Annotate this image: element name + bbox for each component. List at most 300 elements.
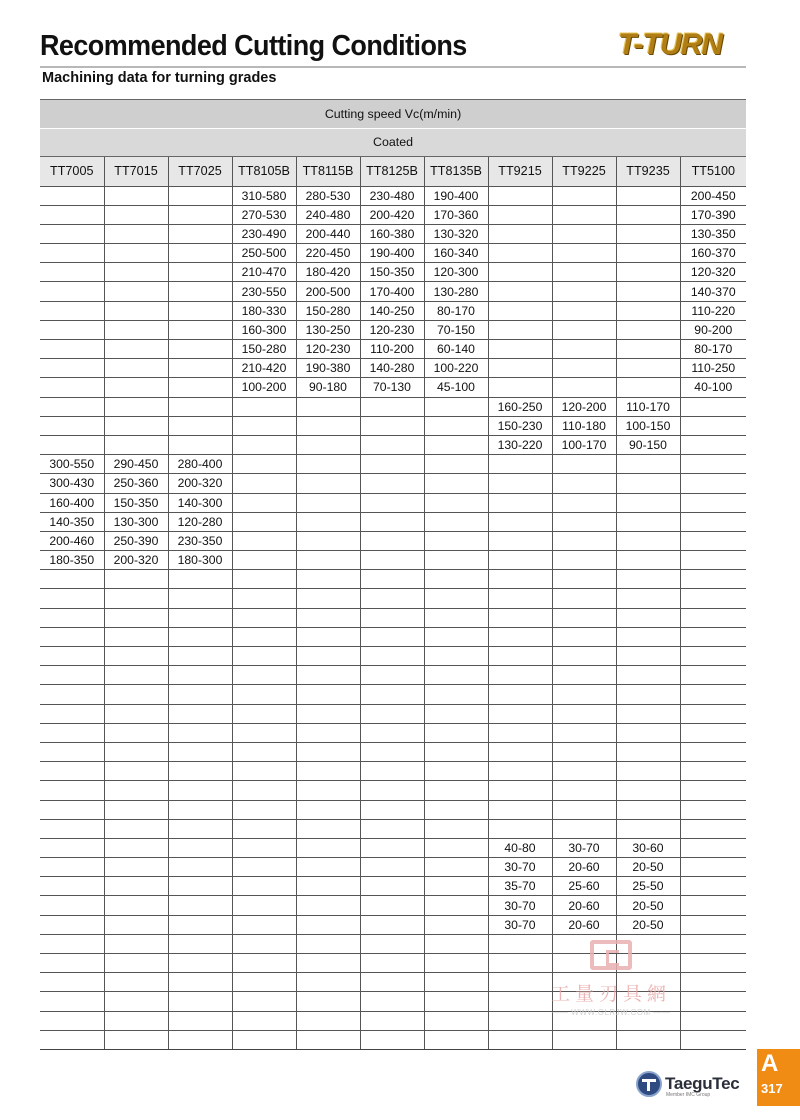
table-cell (616, 1030, 680, 1049)
table-cell (552, 723, 616, 742)
table-cell (360, 455, 424, 474)
table-cell (296, 781, 360, 800)
table-cell (424, 838, 488, 857)
table-cell (40, 1011, 104, 1030)
table-cell: 140-370 (680, 282, 746, 301)
table-cell: 110-180 (552, 416, 616, 435)
table-cell: 40-80 (488, 838, 552, 857)
table-row (40, 244, 746, 263)
section-tab (757, 1049, 800, 1106)
table-cell (680, 589, 746, 608)
table-cell (168, 378, 232, 397)
table-cell (296, 1030, 360, 1049)
column-header: TT7025 (168, 156, 232, 186)
table-cell (296, 819, 360, 838)
table-cell (40, 954, 104, 973)
table-cell (552, 685, 616, 704)
table-cell (40, 877, 104, 896)
table-cell: 30-70 (488, 896, 552, 915)
table-row (40, 570, 746, 589)
table-cell (168, 819, 232, 838)
table-cell: 40-100 (680, 378, 746, 397)
table-cell (168, 877, 232, 896)
table-cell (168, 435, 232, 454)
table-row (40, 416, 746, 435)
table-cell (360, 570, 424, 589)
table-cell: 110-220 (680, 301, 746, 320)
column-header: TT8115B (296, 156, 360, 186)
table-cell (360, 397, 424, 416)
table-cell (424, 551, 488, 570)
table-cell: 170-390 (680, 205, 746, 224)
page-number: 317 (761, 1081, 783, 1096)
table-cell (488, 704, 552, 723)
table-cell (232, 973, 296, 992)
table-cell (488, 800, 552, 819)
table-cell (232, 570, 296, 589)
table-cell (40, 647, 104, 666)
watermark-text: 工量刃具網 (550, 983, 671, 1005)
table-cell: 150-350 (360, 263, 424, 282)
table-cell: 160-340 (424, 244, 488, 263)
table-cell (296, 435, 360, 454)
table-cell: 30-70 (488, 858, 552, 877)
table-cell (488, 627, 552, 646)
table-cell: 130-320 (424, 224, 488, 243)
table-cell: 80-170 (680, 340, 746, 359)
table-cell (424, 800, 488, 819)
table-cell (360, 1011, 424, 1030)
table-cell (552, 704, 616, 723)
table-cell: 230-480 (360, 186, 424, 205)
table-cell (424, 531, 488, 550)
table-cell (104, 435, 168, 454)
table-cell (680, 819, 746, 838)
table-cell (360, 915, 424, 934)
table-cell (488, 301, 552, 320)
table-cell: 160-400 (40, 493, 104, 512)
table-cell (360, 781, 424, 800)
table-cell (616, 627, 680, 646)
table-cell (488, 608, 552, 627)
table-cell (680, 685, 746, 704)
table-cell (424, 877, 488, 896)
table-cell (40, 973, 104, 992)
table-cell (168, 973, 232, 992)
table-cell (104, 647, 168, 666)
table-cell: 70-130 (360, 378, 424, 397)
watermark-logo-icon (590, 940, 632, 970)
table-cell (616, 263, 680, 282)
table-cell (232, 551, 296, 570)
table-cell (40, 435, 104, 454)
table-cell (360, 627, 424, 646)
table-cell: 210-470 (232, 263, 296, 282)
table-row (40, 551, 746, 570)
table-cell (680, 435, 746, 454)
table-cell (168, 301, 232, 320)
table-cell: 150-230 (488, 416, 552, 435)
table-cell: 90-200 (680, 320, 746, 339)
table-cell (168, 397, 232, 416)
table-row (40, 762, 746, 781)
table-cell (296, 455, 360, 474)
table-cell (296, 589, 360, 608)
column-header: TT5100 (680, 156, 746, 186)
table-cell: 30-60 (616, 838, 680, 857)
table-cell: 200-420 (360, 205, 424, 224)
table-cell: 100-170 (552, 435, 616, 454)
table-cell (104, 627, 168, 646)
table-cell (296, 685, 360, 704)
table-cell (40, 896, 104, 915)
table-cell (360, 742, 424, 761)
table-cell (680, 742, 746, 761)
table-cell (552, 1030, 616, 1049)
table-cell (616, 551, 680, 570)
table-cell (616, 282, 680, 301)
table-row (40, 723, 746, 742)
table-cell (168, 263, 232, 282)
table-cell (168, 704, 232, 723)
table-cell: 230-350 (168, 531, 232, 550)
table-cell (40, 378, 104, 397)
table-row (40, 224, 746, 243)
table-cell (296, 1011, 360, 1030)
table-cell: 140-280 (360, 359, 424, 378)
table-cell (360, 704, 424, 723)
table-cell (168, 742, 232, 761)
watermark-url: —— WWW.GLRJW.COM —— (551, 1008, 671, 1017)
table-row (40, 704, 746, 723)
table-cell (232, 474, 296, 493)
table-cell (232, 896, 296, 915)
table-cell (296, 896, 360, 915)
table-row (40, 915, 746, 934)
table-cell (424, 493, 488, 512)
table-row (40, 531, 746, 550)
table-row (40, 608, 746, 627)
table-cell (104, 359, 168, 378)
table-cell (40, 282, 104, 301)
table-row (40, 1030, 746, 1049)
table-cell (360, 512, 424, 531)
table-row (40, 781, 746, 800)
table-cell (488, 685, 552, 704)
table-cell (680, 723, 746, 742)
table-cell: 35-70 (488, 877, 552, 896)
table-cell (40, 992, 104, 1011)
table-cell (40, 723, 104, 742)
table-cell (104, 742, 168, 761)
table-cell: 190-400 (424, 186, 488, 205)
table-cell (424, 416, 488, 435)
table-cell (616, 378, 680, 397)
table-cell (424, 819, 488, 838)
table-cell (360, 435, 424, 454)
table-cell (680, 627, 746, 646)
table-cell (168, 915, 232, 934)
table-cell (104, 1011, 168, 1030)
table-cell (552, 531, 616, 550)
table-cell (616, 589, 680, 608)
table-cell (680, 455, 746, 474)
table-cell (40, 205, 104, 224)
table-row (40, 877, 746, 896)
table-cell (168, 666, 232, 685)
table-cell: 30-70 (488, 915, 552, 934)
table-cell (296, 666, 360, 685)
table-cell (40, 781, 104, 800)
table-cell: 160-370 (680, 244, 746, 263)
table-cell (488, 781, 552, 800)
table-cell (104, 704, 168, 723)
section-letter: A (761, 1050, 779, 1077)
table-cell (424, 781, 488, 800)
table-cell (296, 551, 360, 570)
table-cell: 110-200 (360, 340, 424, 359)
table-cell (488, 359, 552, 378)
table-cell (552, 320, 616, 339)
table-cell (424, 723, 488, 742)
table-cell (616, 320, 680, 339)
table-cell (360, 723, 424, 742)
table-cell (168, 723, 232, 742)
table-cell (232, 1011, 296, 1030)
table-cell (552, 455, 616, 474)
table-cell (424, 589, 488, 608)
table-cell (40, 244, 104, 263)
table-cell (360, 858, 424, 877)
table-cell (424, 435, 488, 454)
table-cell (296, 915, 360, 934)
table-cell (296, 627, 360, 646)
table-cell (360, 934, 424, 953)
table-cell (552, 263, 616, 282)
table-cell (680, 800, 746, 819)
table-cell (680, 666, 746, 685)
table-cell (168, 838, 232, 857)
table-cell (104, 205, 168, 224)
table-cell (232, 1030, 296, 1049)
table-cell (40, 666, 104, 685)
table-cell (552, 512, 616, 531)
table-row (40, 282, 746, 301)
table-row (40, 378, 746, 397)
table-cell (40, 915, 104, 934)
table-cell (40, 224, 104, 243)
table-cell (232, 992, 296, 1011)
table-cell (168, 359, 232, 378)
table-cell: 180-420 (296, 263, 360, 282)
table-cell (488, 551, 552, 570)
table-cell (296, 512, 360, 531)
table-cell (360, 800, 424, 819)
table-cell: 250-360 (104, 474, 168, 493)
table-cell: 300-430 (40, 474, 104, 493)
table-cell (552, 205, 616, 224)
table-cell (360, 551, 424, 570)
table-cell (232, 704, 296, 723)
table-cell (296, 877, 360, 896)
table-cell (168, 858, 232, 877)
table-cell (296, 397, 360, 416)
table-row (40, 301, 746, 320)
table-cell (168, 627, 232, 646)
table-cell: 300-550 (40, 455, 104, 474)
table-cell (616, 301, 680, 320)
table-cell (424, 685, 488, 704)
table-cell: 25-60 (552, 877, 616, 896)
table-cell (104, 320, 168, 339)
table-cell (168, 224, 232, 243)
table-cell (488, 186, 552, 205)
table-row (40, 742, 746, 761)
table-cell: 20-50 (616, 858, 680, 877)
table-cell: 140-350 (40, 512, 104, 531)
table-cell: 240-480 (296, 205, 360, 224)
table-row (40, 896, 746, 915)
table-cell (104, 340, 168, 359)
title-divider (40, 66, 746, 68)
table-cell (552, 340, 616, 359)
table-cell (680, 1011, 746, 1030)
table-cell: 170-400 (360, 282, 424, 301)
table-cell (40, 608, 104, 627)
column-header: TT9225 (552, 156, 616, 186)
table-cell: 130-220 (488, 435, 552, 454)
column-header: TT7005 (40, 156, 104, 186)
table-cell: 280-400 (168, 455, 232, 474)
table-cell: 70-150 (424, 320, 488, 339)
table-cell (296, 647, 360, 666)
table-cell (40, 934, 104, 953)
table-cell (616, 666, 680, 685)
table-cell (232, 531, 296, 550)
table-cell (424, 1011, 488, 1030)
table-cell (616, 186, 680, 205)
table-cell: 230-490 (232, 224, 296, 243)
table-cell (680, 838, 746, 857)
table-cell (680, 551, 746, 570)
table-cell (360, 474, 424, 493)
table-cell (232, 685, 296, 704)
table-cell (616, 762, 680, 781)
table-cell (232, 915, 296, 934)
table-cell (552, 589, 616, 608)
table-cell: 20-50 (616, 915, 680, 934)
watermark (536, 940, 686, 1017)
table-cell: 190-400 (360, 244, 424, 263)
table-cell (168, 685, 232, 704)
table-cell (232, 512, 296, 531)
table-cell (232, 397, 296, 416)
table-cell (360, 896, 424, 915)
table-cell (40, 1030, 104, 1049)
table-cell (232, 742, 296, 761)
table-row (40, 397, 746, 416)
table-cell (424, 512, 488, 531)
table-cell (296, 742, 360, 761)
table-cell (488, 474, 552, 493)
table-cell: 200-320 (168, 474, 232, 493)
table-cell (616, 205, 680, 224)
table-cell (616, 493, 680, 512)
table-cell (104, 992, 168, 1011)
table-cell (104, 934, 168, 953)
table-cell (168, 320, 232, 339)
table-cell (616, 647, 680, 666)
table-cell (104, 781, 168, 800)
table-cell (488, 244, 552, 263)
table-cell: 90-150 (616, 435, 680, 454)
table-cell (296, 570, 360, 589)
table-cell: 140-250 (360, 301, 424, 320)
table-cell: 160-300 (232, 320, 296, 339)
table-cell (168, 205, 232, 224)
table-cell (40, 685, 104, 704)
column-header: TT9215 (488, 156, 552, 186)
table-cell (424, 762, 488, 781)
table-cell (488, 1030, 552, 1049)
table-cell (616, 685, 680, 704)
table-cell (232, 819, 296, 838)
table-cell (360, 685, 424, 704)
table-cell: 200-460 (40, 531, 104, 550)
table-cell (232, 647, 296, 666)
table-cell (296, 858, 360, 877)
table-row (40, 186, 746, 205)
table-cell (488, 205, 552, 224)
table-cell (552, 493, 616, 512)
table-cell (424, 742, 488, 761)
table-cell (104, 915, 168, 934)
table-cell (360, 531, 424, 550)
table-cell (168, 781, 232, 800)
table-cell (296, 493, 360, 512)
table-cell (488, 589, 552, 608)
table-cell (40, 359, 104, 378)
table-cell (104, 301, 168, 320)
table-cell (488, 531, 552, 550)
table-cell (424, 474, 488, 493)
table-cell (424, 455, 488, 474)
table-cell (360, 877, 424, 896)
page-subtitle: Machining data for turning grades (42, 70, 277, 86)
table-cell: 150-280 (296, 301, 360, 320)
table-cell (680, 992, 746, 1011)
table-cell (360, 416, 424, 435)
table-cell (424, 992, 488, 1011)
table-cell: 210-420 (232, 359, 296, 378)
table-cell (296, 416, 360, 435)
table-row (40, 205, 746, 224)
table-cell: 200-320 (104, 551, 168, 570)
table-cell: 200-500 (296, 282, 360, 301)
table-cell (168, 570, 232, 589)
t-turn-logo: T-TURN (618, 28, 722, 61)
table-cell (296, 531, 360, 550)
table-cell (40, 416, 104, 435)
table-cell (424, 858, 488, 877)
table-cell (168, 954, 232, 973)
table-cell (552, 781, 616, 800)
table-cell (424, 570, 488, 589)
table-cell (552, 244, 616, 263)
column-header: TT8125B (360, 156, 424, 186)
table-cell (680, 934, 746, 953)
table-cell (552, 608, 616, 627)
